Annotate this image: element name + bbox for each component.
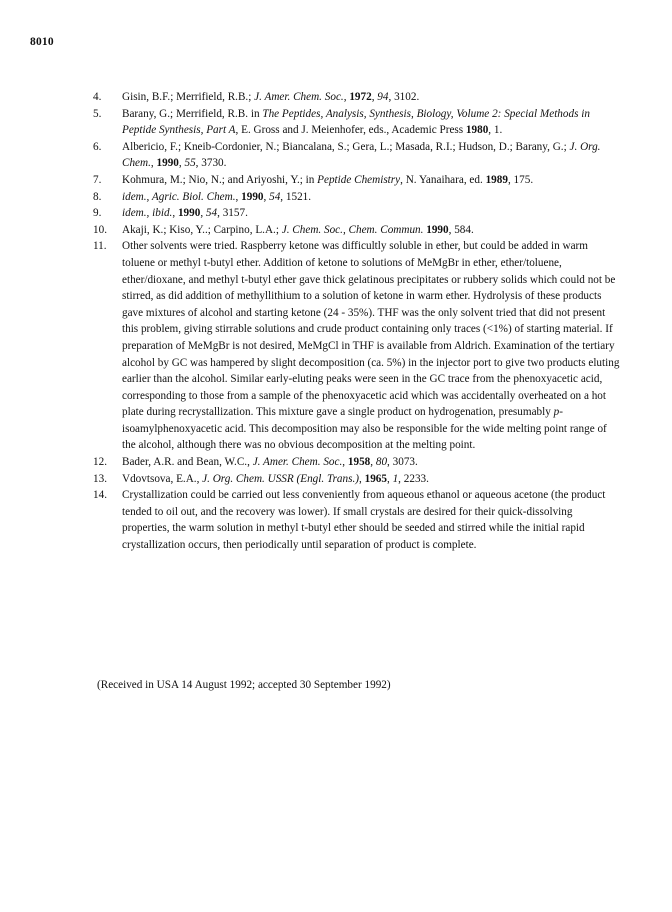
reference-segment: , 3073. bbox=[387, 456, 418, 469]
reference-segment: , 3157. bbox=[217, 207, 248, 220]
received-accepted-note: (Received in USA 14 August 1992; accepted 30 September 1992) bbox=[97, 679, 391, 691]
italic-text: idem., Agric. Biol. Chem. bbox=[122, 190, 236, 203]
reference-segment: , bbox=[172, 207, 178, 220]
reference-segment: , N. Yanaihara, ed. bbox=[400, 173, 486, 186]
reference-segment: Other solvents were tried. Raspberry ketone was difficultly soluble in ether, but could be added in warm toluene or methyl t-butyl ether. Addition of ketone to solutions of MeMgBr in ether, ether/toluene, ether/dioxane, and methyl t-butyl ether gave thick gelatinous precipitates or rubbery solids which could not be stirred, as did addition of methyllithium to a solution of ketone in warm ether. Hydrolysis of these products gave mixtures of alcohol and starting ketone (24 - 35%). THF was the only solvent tried that did not present this problem, giving stirrable solutions and crude product containing only traces (<1%) of starting material. If preparation of MeMgBr is not desired, MeMgCl in THF is available from Aldrich. Examination of the tertiary alcohol by GC was hampered by slight decomposition (ca. 5%) in the injector port to give two products eluting earlier than the alcohol. Similar early-eluting peaks were seen in the GC trace from the phenoxyacetic acid, corresponding to those from a sample of the phenoxyacetic acid which was accidentally overheated on a hot plate during recrystallization. This mixture gave a single product on hydrogenation, presumably bbox=[122, 240, 620, 419]
reference-segment: , bbox=[371, 91, 378, 103]
italic-text: The Peptides, Analysis, Synthesis, Biology, Volume 2: Special Methods in Peptide Synthesis, Part A bbox=[122, 107, 590, 137]
reference-segment: , bbox=[150, 157, 157, 170]
reference-text bbox=[122, 487, 621, 553]
reference-number: 10. bbox=[93, 223, 107, 236]
reference-list bbox=[93, 89, 621, 554]
italic-text: 94 bbox=[377, 91, 389, 103]
reference-text bbox=[122, 172, 621, 189]
italic-text: J. Amer. Chem. Soc. bbox=[252, 456, 343, 469]
italic-text: J. Chem. Soc., Chem. Commun. bbox=[281, 223, 424, 236]
reference-segment: , bbox=[386, 472, 393, 485]
reference-text bbox=[122, 89, 621, 106]
italic-text: J. Org. Chem. bbox=[122, 140, 601, 170]
reference-segment: , 1. bbox=[488, 124, 503, 137]
reference-segment: , 1521. bbox=[280, 190, 312, 203]
reference-number: 6. bbox=[93, 140, 102, 153]
bold-year: 1990 bbox=[177, 207, 201, 220]
reference-segment: , bbox=[370, 456, 376, 469]
reference-number: 7. bbox=[93, 173, 102, 186]
bold-year: 1980 bbox=[465, 124, 489, 137]
reference-item bbox=[93, 454, 621, 471]
reference-item bbox=[93, 238, 621, 454]
reference-segment: Akaji, K.; Kiso, Y..; Carpino, L.A.; bbox=[122, 223, 282, 236]
reference-segment: -isoamylphenoxyacetic acid. This decomposition may also be responsible for the wide melting point range of the alcohol, although there was no obvious decomposition at the melting point. bbox=[122, 406, 607, 452]
reference-text bbox=[122, 139, 621, 172]
reference-number: 14. bbox=[93, 489, 107, 502]
bold-year: 1989 bbox=[485, 173, 508, 186]
bold-year: 1990 bbox=[241, 190, 264, 203]
italic-text: 1 bbox=[392, 472, 399, 485]
reference-segment: , 3102. bbox=[388, 91, 420, 103]
reference-segment: Vdovtsova, E.A., bbox=[122, 472, 203, 485]
bold-year: 1958 bbox=[347, 456, 371, 469]
reference-item bbox=[93, 487, 621, 553]
reference-item bbox=[93, 89, 621, 106]
reference-number: 8. bbox=[93, 190, 102, 203]
reference-segment: , bbox=[263, 190, 270, 203]
bold-year: 1965 bbox=[364, 472, 387, 485]
italic-text: p bbox=[553, 406, 560, 419]
italic-text: idem., ibid. bbox=[122, 207, 173, 220]
reference-segment: Barany, G.; Merrifield, R.B. in bbox=[122, 107, 263, 120]
italic-text: J. Org. Chem. USSR (Engl. Trans.) bbox=[202, 472, 359, 485]
reference-text bbox=[122, 454, 621, 471]
reference-text bbox=[122, 189, 621, 206]
italic-text: 54 bbox=[269, 190, 281, 203]
italic-text: Peptide Chemistry bbox=[317, 173, 401, 186]
reference-segment: Crystallization could be carried out less conveniently from aqueous ethanol or aqueous acetone (the product tended to oil out, and the recovery was lower). If small crystals are desired for their quick-dissolving properties, the warm solution in methyl t-butyl ether should be seeded and stirred while the initial rapid crystallization occurs, then periodically until separation of product is complete. bbox=[122, 489, 606, 552]
reference-segment: , 2233. bbox=[398, 472, 429, 485]
reference-segment: , bbox=[178, 157, 185, 170]
bold-year: 1990 bbox=[156, 157, 179, 170]
page-number: 8010 bbox=[30, 36, 54, 48]
reference-text bbox=[122, 222, 621, 239]
reference-segment: Bader, A.R. and Bean, W.C., bbox=[122, 456, 253, 469]
reference-item bbox=[93, 222, 621, 239]
italic-text: 80 bbox=[375, 456, 388, 469]
reference-text bbox=[122, 106, 621, 139]
reference-item bbox=[93, 189, 621, 206]
reference-segment: , 3730. bbox=[195, 157, 227, 170]
reference-item bbox=[93, 106, 621, 139]
reference-item bbox=[93, 139, 621, 172]
reference-text bbox=[122, 205, 621, 222]
italic-text: 54 bbox=[205, 207, 218, 220]
reference-segment: Gisin, B.F.; Merrifield, R.B.; bbox=[122, 91, 255, 103]
reference-segment: , bbox=[200, 207, 206, 220]
reference-segment: , 175. bbox=[507, 173, 534, 186]
reference-number: 4. bbox=[93, 91, 102, 103]
reference-number: 11. bbox=[93, 240, 107, 253]
reference-number: 5. bbox=[93, 107, 102, 120]
reference-text bbox=[122, 238, 621, 454]
bold-year: 1972 bbox=[349, 91, 372, 103]
reference-segment: Kohmura, M.; Nio, N.; and Ariyoshi, Y.; in bbox=[122, 173, 318, 186]
reference-segment: , 584. bbox=[448, 223, 474, 236]
reference-text bbox=[122, 471, 621, 488]
reference-number: 9. bbox=[93, 207, 102, 220]
reference-segment: , bbox=[359, 472, 365, 485]
reference-number: 12. bbox=[93, 456, 107, 469]
reference-segment: , E. Gross and J. Meienhofer, eds., Academic Press bbox=[235, 124, 466, 137]
italic-text: 55 bbox=[184, 157, 196, 170]
reference-segment: , bbox=[343, 91, 350, 103]
reference-segment: Albericio, F.; Kneib-Cordonier, N.; Biancalana, S.; Gera, L.; Masada, R.I.; Hudson, D.; Barany, G.; bbox=[122, 140, 570, 153]
reference-segment: , bbox=[235, 190, 242, 203]
reference-item bbox=[93, 172, 621, 189]
bold-year: 1990 bbox=[426, 223, 449, 236]
reference-item bbox=[93, 471, 621, 488]
reference-segment: , bbox=[342, 456, 348, 469]
reference-item bbox=[93, 205, 621, 222]
reference-number: 13. bbox=[93, 472, 107, 485]
italic-text: J. Amer. Chem. Soc. bbox=[254, 91, 344, 103]
